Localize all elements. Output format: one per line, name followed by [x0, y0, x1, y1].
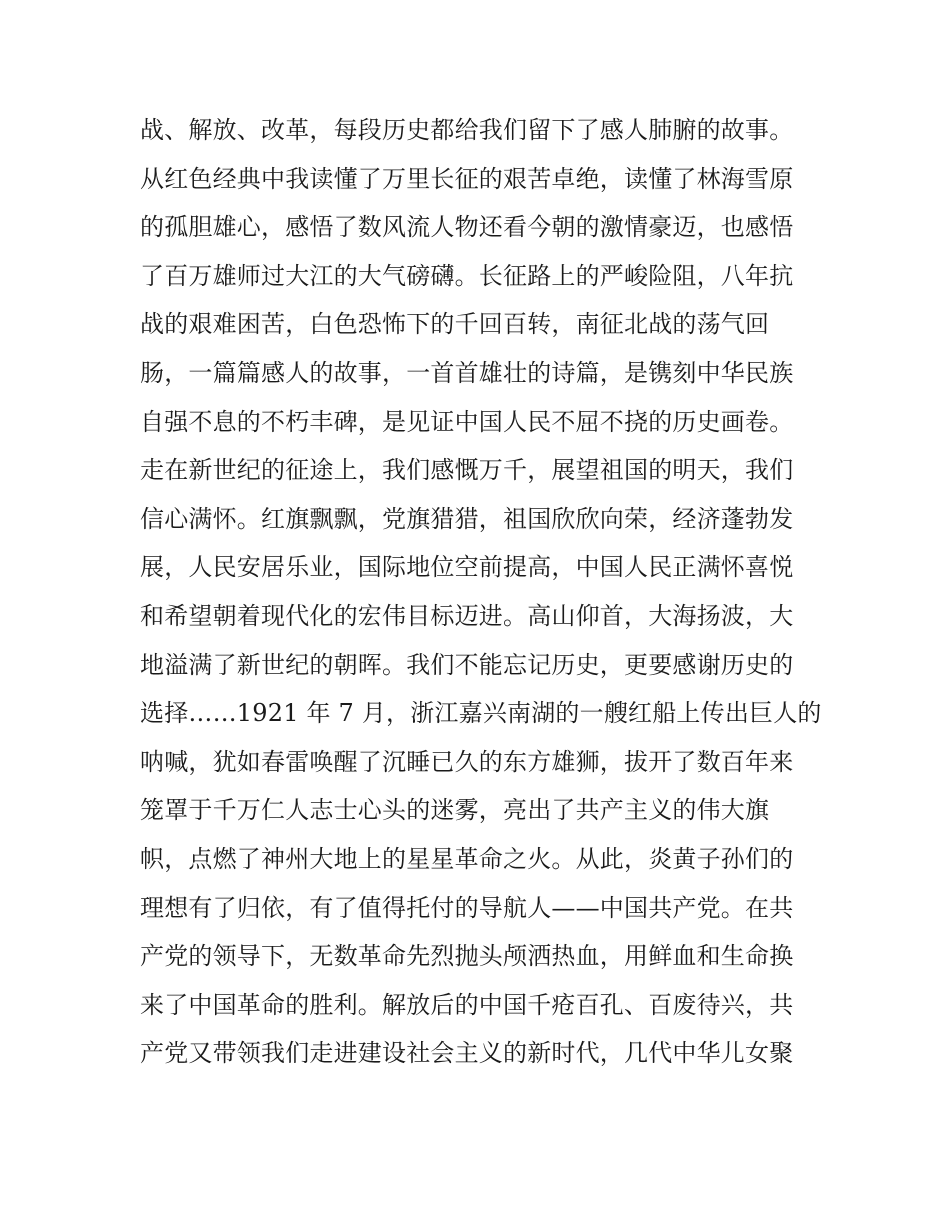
text-line: 从红色经典中我读懂了万里长征的艰苦卓绝，读懂了林海雪原 [140, 164, 794, 193]
text-line: 帜，点燃了神州大地上的星星革命之火。从此，炎黄子孙们的 [140, 844, 794, 873]
text-line: 展，人民安居乐业，国际地位空前提高，中国人民正满怀喜悦 [140, 553, 794, 582]
body-text [140, 106, 830, 1078]
text-line: 和希望朝着现代化的宏伟目标迈进。高山仰首，大海扬波，大 [140, 601, 794, 630]
text-line: 肠，一篇篇感人的故事，一首首雄壮的诗篇，是镌刻中华民族 [140, 358, 794, 387]
text-line: 地溢满了新世纪的朝晖。我们不能忘记历史，更要感谢历史的 [140, 650, 794, 679]
text-line: 自强不息的不朽丰碑，是见证中国人民不屈不挠的历史画卷。 [140, 407, 794, 436]
text-line: 呐喊，犹如春雷唤醒了沉睡已久的东方雄狮，拔开了数百年来 [140, 747, 794, 776]
text-line: 信心满怀。红旗飘飘，党旗猎猎，祖国欣欣向荣，经济蓬勃发 [140, 504, 794, 533]
text-line: 了百万雄师过大江的大气磅礴。长征路上的严峻险阻，八年抗 [140, 261, 794, 290]
text-line: 走在新世纪的征途上，我们感慨万千，展望祖国的明天，我们 [140, 456, 794, 485]
text-line: 来了中国革命的胜利。解放后的中国千疮百孔、百废待兴，共 [140, 990, 794, 1019]
text-line: 理想有了归依，有了值得托付的导航人——中国共产党。在共 [140, 893, 794, 922]
text-line: 产党的领导下，无数革命先烈抛头颅洒热血，用鲜血和生命换 [140, 942, 794, 971]
text-line: 战的艰难困苦，白色恐怖下的千回百转，南征北战的荡气回 [140, 310, 770, 339]
text-line: 战、解放、改革，每段历史都给我们留下了感人肺腑的故事。 [140, 116, 794, 144]
text-line: 选择……1921 年 7 月，浙江嘉兴南湖的一艘红船上传出巨人的 [140, 699, 822, 728]
text-line: 产党又带领我们走进建设社会主义的新时代，几代中华儿女聚 [140, 1039, 794, 1068]
text-line: 笼罩于千万仁人志士心头的迷雾，亮出了共产主义的伟大旗 [140, 796, 770, 825]
text-line: 的孤胆雄心，感悟了数风流人物还看今朝的激情豪迈，也感悟 [140, 213, 794, 242]
